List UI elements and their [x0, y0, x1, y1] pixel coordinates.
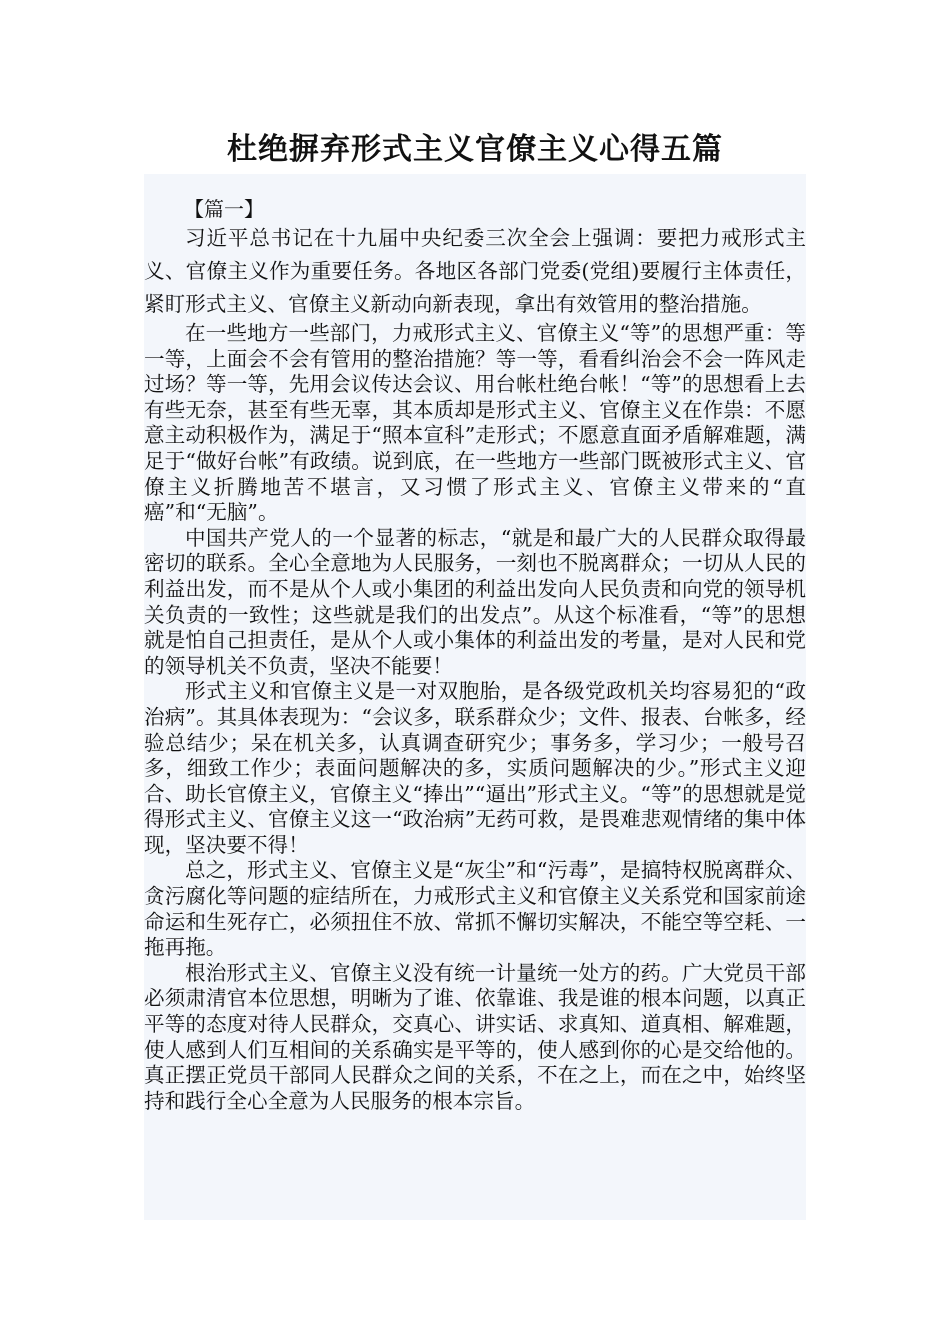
paragraph-5: 总之，形式主义、官僚主义是“灰尘”和“污毒”，是搞特权脱离群众、贪污腐化等问题的症结所在，力戒形式主义和官僚主义关系党和国家前途命运和生死存亡，必须扭住不放、常抓不懈切实解决，不能空等空耗、一拖再拖。 — [144, 858, 806, 960]
paragraph-6: 根治形式主义、官僚主义没有统一计量统一处方的药。广大党员干部必须肃清官本位思想，明晰为了谁、依靠谁、我是谁的根本问题，以真正平等的态度对待人民群众，交真心、讲实话、求真知、道真相、解难题，使人感到人们互相间的关系确实是平等的，使人感到你的心是交给他的。真正摆正党员干部同人民群众之间的关系，不在之上，而在之中，始终坚持和践行全心全意为人民服务的根本宗旨。 — [144, 960, 806, 1113]
paragraph-3: 中国共产党人的一个显著的标志，“就是和最广大的人民群众取得最密切的联系。全心全意地为人民服务，一刻也不脱离群众；一切从人民的利益出发，而不是从个人或小集团的利益出发向人民负责和向党的领导机关负责的一致性；这些就是我们的出发点”。从这个标准看，“等”的思想就是怕自己担责任，是从个人或小集体的利益出发的考量，是对人民和党的领导机关不负责，坚决不能要！ — [144, 525, 806, 678]
section-label: 【篇一】 — [184, 197, 264, 221]
document-title: 杜绝摒弃形式主义官僚主义心得五篇 — [227, 132, 723, 167]
paragraph-4: 形式主义和官僚主义是一对双胞胎，是各级党政机关均容易犯的“政治病”。其具体表现为：“会议多，联系群众少；文件、报表、台帐多，经验总结少；呆在机关多，认真调查研究少；事务多，学习少；一般号召多，细致工作少；表面问题解决的多，实质问题解决的少。”形式主义迎合、助长官僚主义，官僚主义“捧出”“逼出”形式主义。“等”的思想就是觉得形式主义、官僚主义这一“政治病”无药可救，是畏难悲观情绪的集中体现，坚决要不得！ — [144, 679, 806, 857]
paragraph-2: 在一些地方一些部门，力戒形式主义、官僚主义“等”的思想严重：等一等，上面会不会有管用的整治措施？等一等，看看纠治会不会一阵风走过场？等一等，先用会议传达会议、用台帐杜绝台帐！“等”的思想看上去有些无奈，甚至有些无辜，其本质却是形式主义、官僚主义在作祟：不愿意主动积极作为，满足于“照本宣科”走形式；不愿意直面矛盾解难题，满足于“做好台帐”有政绩。说到底，在一些地方一些部门既被形式主义、官僚主义折腾地苦不堪言，又习惯了形式主义、官僚主义带来的“直癌”和“无脑”。 — [144, 321, 806, 525]
paragraph-1: 习近平总书记在十九届中央纪委三次全会上强调：要把力戒形式主义、官僚主义作为重要任务。各地区各部门党委(党组)要履行主体责任，紧盯形式主义、官僚主义新动向新表现，拿出有效管用的整治措施。 — [144, 226, 806, 316]
document-body — [144, 174, 806, 1220]
